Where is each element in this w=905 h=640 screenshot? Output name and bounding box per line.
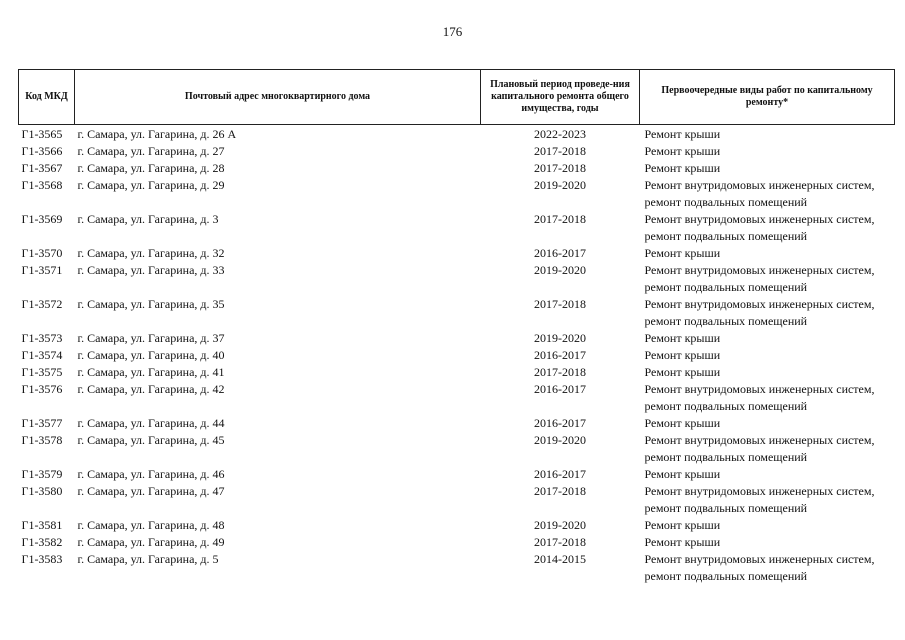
cell-works: Ремонт крыши — [644, 365, 721, 379]
cell-address: г. Самара, ул. Гагарина, д. 27 — [77, 144, 225, 158]
cell-works: Ремонт крыши — [644, 467, 721, 481]
cell-address: г. Самара, ул. Гагарина, д. 49 — [77, 535, 225, 549]
cell-period: 2019-2020 — [534, 518, 586, 532]
cell-period: 2017-2018 — [534, 144, 586, 158]
cell-period: 2017-2018 — [534, 535, 586, 549]
table-row — [19, 381, 895, 415]
cell-works: Ремонт крыши — [644, 246, 721, 260]
page-number: 176 — [442, 24, 463, 39]
cell-code: Г1-3575 — [21, 365, 63, 379]
cell-works: Ремонт крыши — [644, 331, 721, 345]
cell-address: г. Самара, ул. Гагарина, д. 41 — [77, 365, 225, 379]
cell-works: Ремонт крыши — [644, 144, 721, 158]
header-works: Первоочередные виды работ по капитальному ремонту* — [640, 70, 895, 125]
cell-code: Г1-3579 — [21, 467, 63, 481]
cell-address: г. Самара, ул. Гагарина, д. 46 — [77, 467, 225, 481]
cell-address: г. Самара, ул. Гагарина, д. 40 — [77, 348, 225, 362]
cell-code: Г1-3569 — [21, 212, 63, 226]
table-row — [19, 415, 895, 432]
cell-works: Ремонт внутридомовых инженерных систем, ремонт подвальных помещений — [644, 484, 875, 515]
cell-period: 2016-2017 — [534, 467, 586, 481]
cell-address: г. Самара, ул. Гагарина, д. 33 — [77, 263, 225, 277]
cell-works: Ремонт крыши — [644, 416, 721, 430]
cell-code: Г1-3576 — [21, 382, 63, 396]
cell-period: 2016-2017 — [534, 416, 586, 430]
repair-schedule-table — [18, 69, 895, 585]
cell-period: 2016-2017 — [534, 348, 586, 362]
table-row — [19, 364, 895, 381]
cell-works: Ремонт внутридомовых инженерных систем, ремонт подвальных помещений — [644, 178, 875, 209]
cell-address: г. Самара, ул. Гагарина, д. 32 — [77, 246, 225, 260]
cell-period: 2016-2017 — [534, 382, 586, 396]
cell-address: г. Самара, ул. Гагарина, д. 44 — [77, 416, 225, 430]
cell-address: г. Самара, ул. Гагарина, д. 48 — [77, 518, 225, 532]
cell-address: г. Самара, ул. Гагарина, д. 47 — [77, 484, 225, 498]
table-body — [19, 125, 895, 586]
cell-works: Ремонт внутридомовых инженерных систем, ремонт подвальных помещений — [644, 382, 875, 413]
table-row — [19, 211, 895, 245]
table-header-row — [19, 70, 895, 125]
header-period: Плановый период проведе-ния капитального ремонта общего имущества, годы — [481, 70, 640, 125]
cell-code: Г1-3568 — [21, 178, 63, 192]
cell-period: 2019-2020 — [534, 433, 586, 447]
cell-code: Г1-3571 — [21, 263, 63, 277]
cell-code: Г1-3582 — [21, 535, 63, 549]
table-row — [19, 466, 895, 483]
cell-works: Ремонт внутридомовых инженерных систем, ремонт подвальных помещений — [644, 433, 875, 464]
cell-period: 2019-2020 — [534, 178, 586, 192]
cell-code: Г1-3570 — [21, 246, 63, 260]
cell-works: Ремонт крыши — [644, 535, 721, 549]
cell-code: Г1-3567 — [21, 161, 63, 175]
cell-code: Г1-3565 — [21, 127, 63, 141]
cell-address: г. Самара, ул. Гагарина, д. 42 — [77, 382, 225, 396]
cell-works: Ремонт внутридомовых инженерных систем, ремонт подвальных помещений — [644, 552, 875, 583]
table-row — [19, 483, 895, 517]
cell-address: г. Самара, ул. Гагарина, д. 28 — [77, 161, 225, 175]
header-address: Почтовый адрес многоквартирного дома — [75, 70, 481, 125]
cell-address: г. Самара, ул. Гагарина, д. 5 — [77, 552, 219, 566]
cell-period: 2017-2018 — [534, 297, 586, 311]
cell-address: г. Самара, ул. Гагарина, д. 45 — [77, 433, 225, 447]
cell-works: Ремонт внутридомовых инженерных систем, ремонт подвальных помещений — [644, 263, 875, 294]
cell-works: Ремонт крыши — [644, 348, 721, 362]
cell-period: 2017-2018 — [534, 161, 586, 175]
cell-code: Г1-3573 — [21, 331, 63, 345]
cell-address: г. Самара, ул. Гагарина, д. 3 — [77, 212, 219, 226]
cell-period: 2022-2023 — [534, 127, 586, 141]
table-row — [19, 125, 895, 144]
cell-works: Ремонт крыши — [644, 518, 721, 532]
cell-code: Г1-3581 — [21, 518, 63, 532]
table-row — [19, 296, 895, 330]
table-row — [19, 534, 895, 551]
cell-period: 2017-2018 — [534, 212, 586, 226]
table-row — [19, 330, 895, 347]
cell-address: г. Самара, ул. Гагарина, д. 29 — [77, 178, 225, 192]
cell-works: Ремонт крыши — [644, 161, 721, 175]
table-row — [19, 347, 895, 364]
cell-code: Г1-3574 — [21, 348, 63, 362]
cell-period: 2014-2015 — [534, 552, 586, 566]
cell-works: Ремонт внутридомовых инженерных систем, ремонт подвальных помещений — [644, 297, 875, 328]
cell-period: 2017-2018 — [534, 365, 586, 379]
cell-address: г. Самара, ул. Гагарина, д. 35 — [77, 297, 225, 311]
table-row — [19, 551, 895, 585]
table-row — [19, 143, 895, 160]
cell-address: г. Самара, ул. Гагарина, д. 26 А — [77, 127, 237, 141]
cell-code: Г1-3578 — [21, 433, 63, 447]
cell-code: Г1-3577 — [21, 416, 63, 430]
cell-period: 2017-2018 — [534, 484, 586, 498]
cell-address: г. Самара, ул. Гагарина, д. 37 — [77, 331, 225, 345]
table-row — [19, 245, 895, 262]
table-row — [19, 262, 895, 296]
table-row — [19, 517, 895, 534]
cell-code: Г1-3583 — [21, 552, 63, 566]
cell-works: Ремонт внутридомовых инженерных систем, ремонт подвальных помещений — [644, 212, 875, 243]
cell-code: Г1-3580 — [21, 484, 63, 498]
cell-period: 2019-2020 — [534, 263, 586, 277]
table-row — [19, 432, 895, 466]
cell-period: 2019-2020 — [534, 331, 586, 345]
cell-period: 2016-2017 — [534, 246, 586, 260]
cell-works: Ремонт крыши — [644, 127, 721, 141]
table-row — [19, 177, 895, 211]
cell-code: Г1-3566 — [21, 144, 63, 158]
header-code: Код МКД — [19, 70, 75, 125]
cell-code: Г1-3572 — [21, 297, 63, 311]
table-row — [19, 160, 895, 177]
